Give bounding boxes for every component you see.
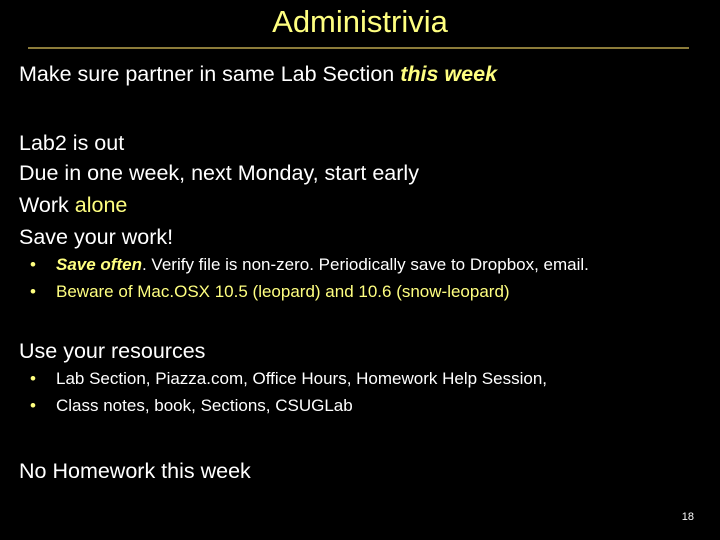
lab2-line: Lab2 is out (19, 131, 125, 155)
bullet-icon: • (30, 255, 36, 274)
work-text: Work (19, 193, 75, 217)
slide-title: Administrivia (272, 4, 448, 39)
partner-emphasis: this week (400, 62, 498, 86)
work-line (19, 192, 127, 218)
resources-line: Use your resources (19, 339, 206, 363)
resources-bullet-2 (30, 395, 353, 417)
work-alone: alone (74, 193, 128, 217)
save-often-emphasis: Save often (56, 255, 142, 274)
beware-text: Beware of Mac.OSX 10.5 (leopard) and 10.6 (snow-leopard) (56, 282, 510, 301)
save-often-text: . Verify file is non-zero. Periodically save to Dropbox, email. (141, 255, 589, 274)
bullet-icon: • (30, 282, 36, 301)
page-number: 18 (681, 511, 694, 523)
partner-text: Make sure partner in same Lab Section (19, 62, 401, 86)
bullet-icon: • (30, 396, 36, 415)
no-homework-line: No Homework this week (19, 459, 251, 483)
due-line: Due in one week, next Monday, start early (19, 161, 419, 185)
partner-line (19, 61, 497, 87)
resources-bullet-1 (30, 368, 547, 390)
resources-bullet-1-text: Lab Section, Piazza.com, Office Hours, Homework Help Session, (56, 369, 548, 388)
save-often-bullet (30, 254, 589, 276)
title-divider (28, 47, 689, 49)
beware-bullet (30, 281, 510, 303)
bullet-icon: • (30, 369, 36, 388)
save-line: Save your work! (19, 225, 174, 249)
resources-bullet-2-text: Class notes, book, Sections, CSUGLab (56, 396, 353, 415)
